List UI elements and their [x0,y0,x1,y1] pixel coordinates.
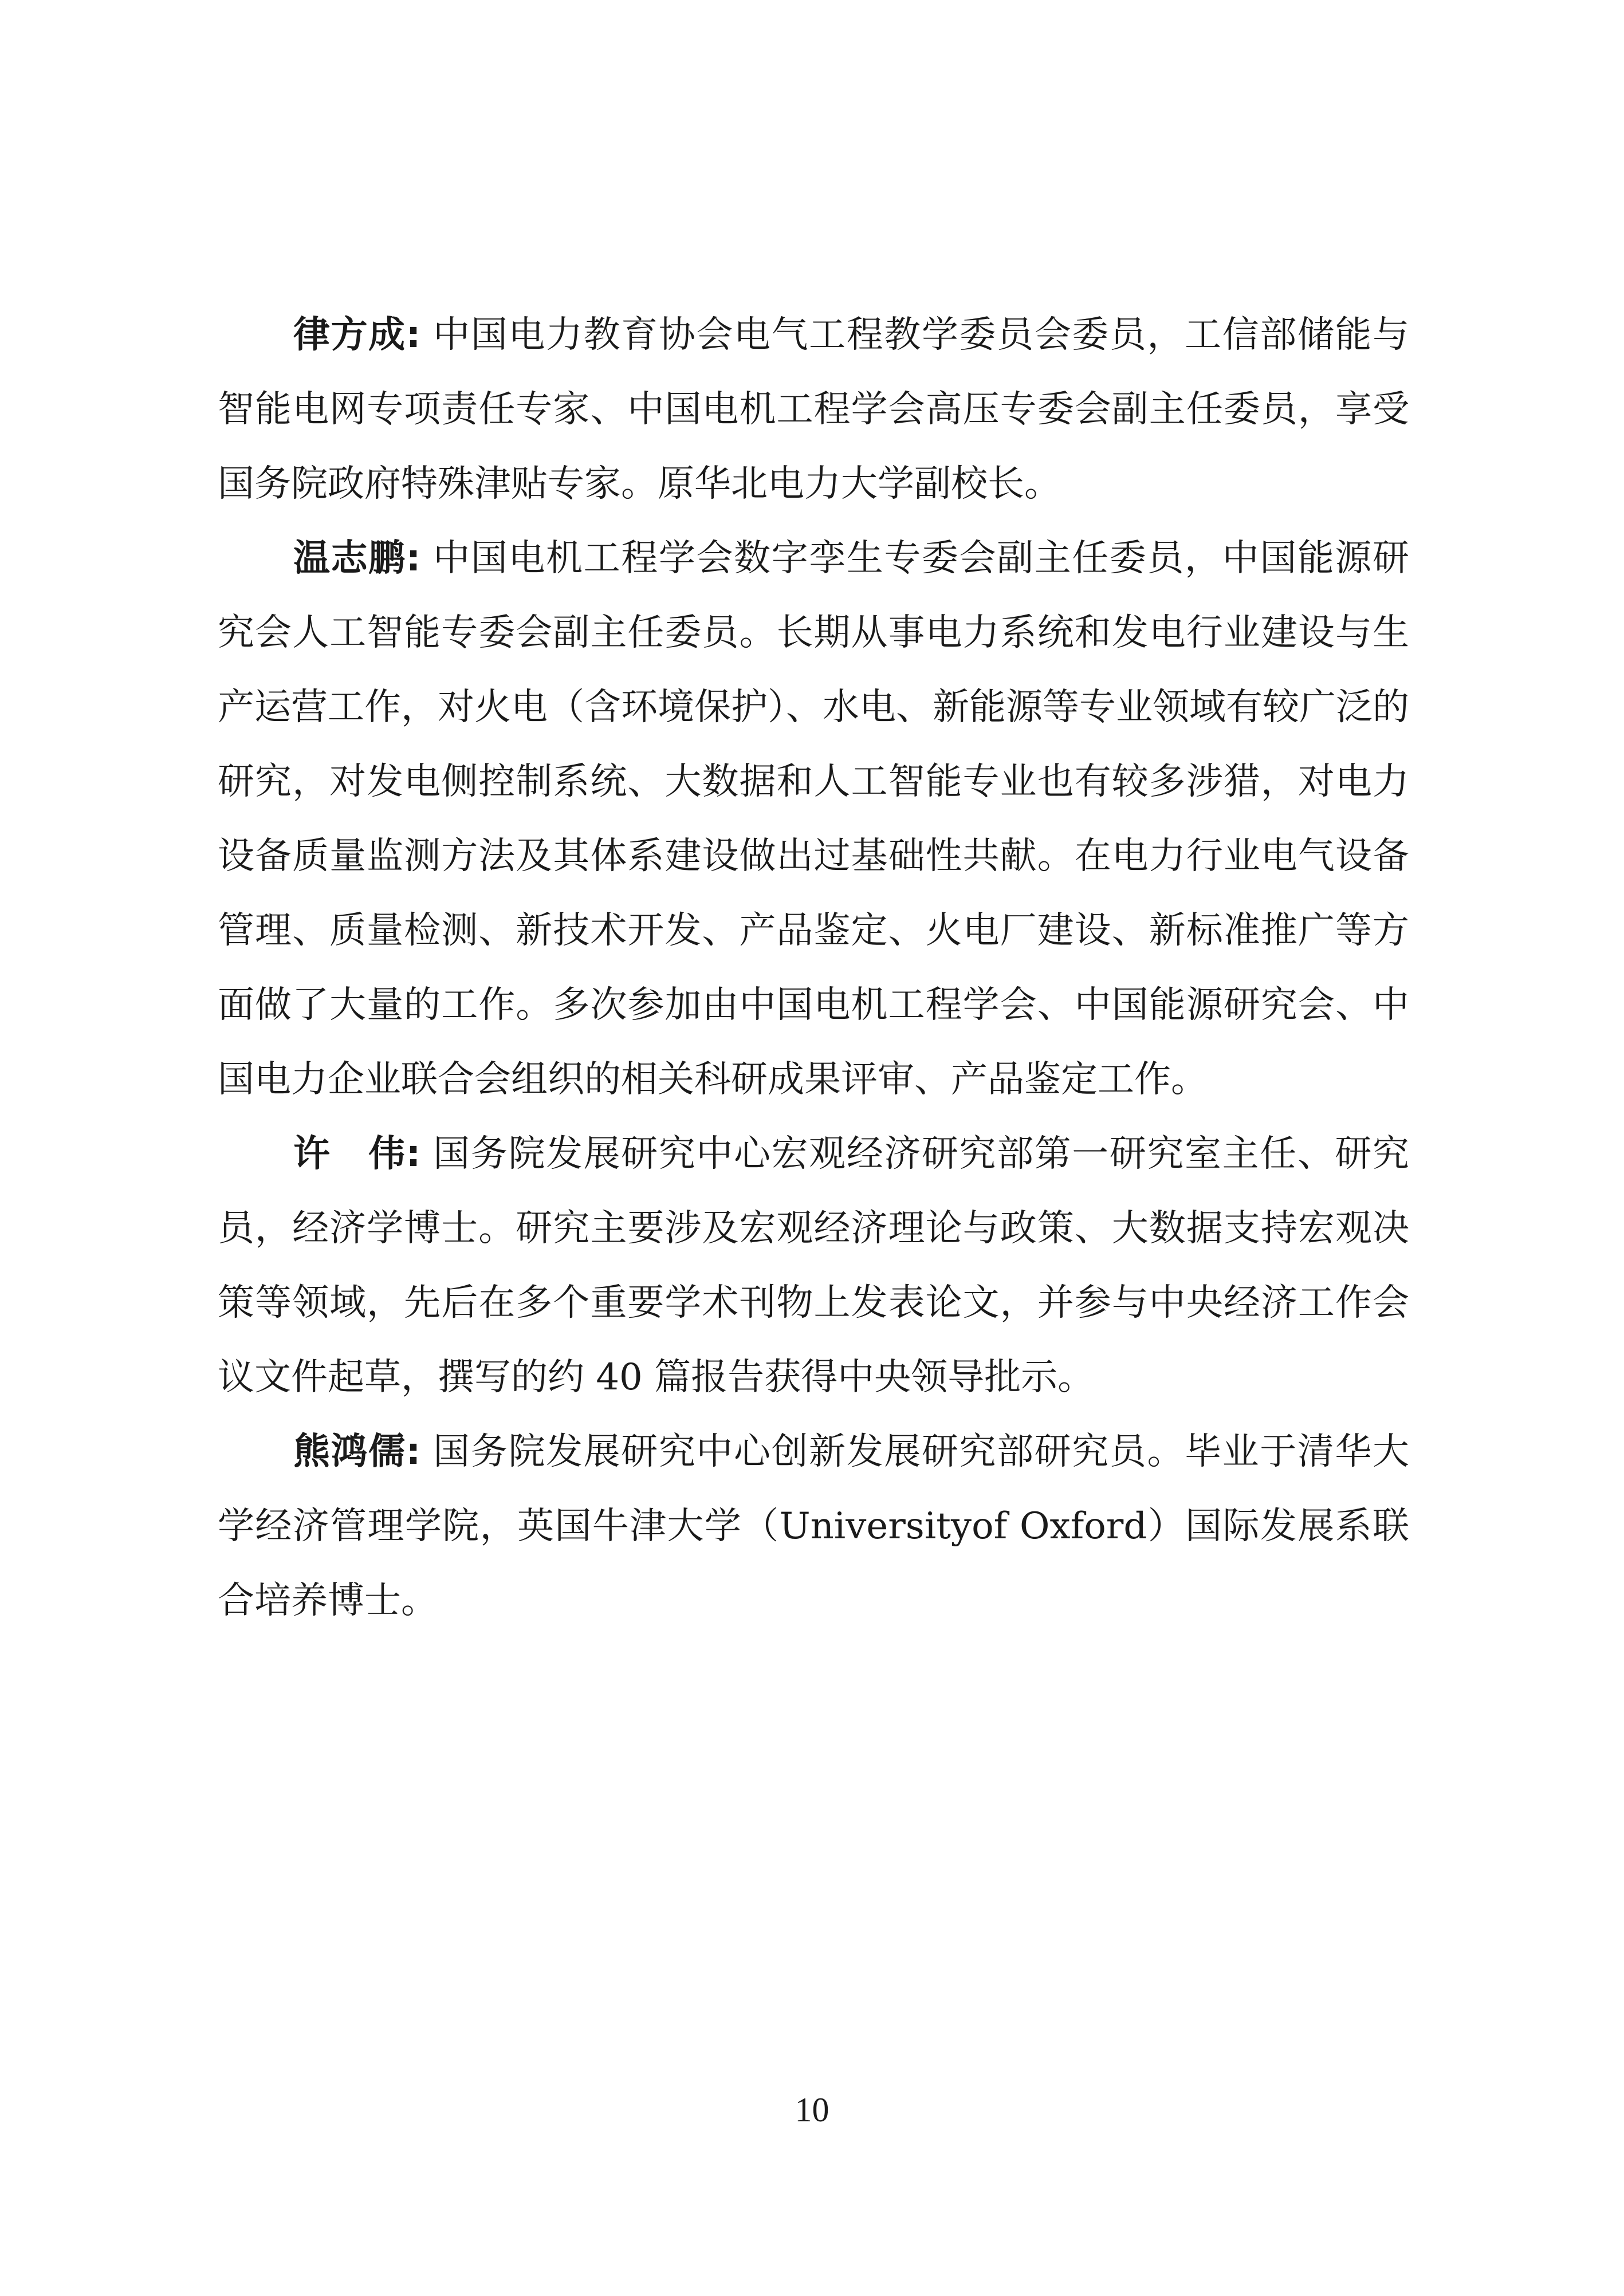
bio-name: 律方成: [293,314,421,356]
bio-paragraph-lv-fangcheng [218,298,1409,521]
bio-paragraph-xiong-hongru [218,1415,1409,1638]
bio-text: 国务院发展研究中心创新发展研究部研究员。毕业于清华大学经济管理学院，英国牛津大学（Universityof Oxford）国际发展系联合培养博士。 [218,1431,1410,1622]
bio-text: 中国电力教育协会电气工程教学委员会委员，工信部储能与智能电网专项责任专家、中国电机工程学会高压专委会副主任委员，享受国务院政府特殊津贴专家。原华北电力大学副校长。 [218,314,1410,505]
bio-name: 许 伟: [293,1133,421,1175]
bio-paragraph-wen-zhipeng [218,521,1409,1117]
bio-text: 国务院发展研究中心宏观经济研究部第一研究室主任、研究员，经济学博士。研究主要涉及宏观经济理论与政策、大数据支持宏观决策等领域，先后在多个重要学术刊物上发表论文，并参与中央经济工作会议文件起草，撰写的约 40 篇报告获得中央领导批示。 [218,1133,1410,1399]
bio-paragraph-xu-wei [218,1117,1409,1415]
bio-text: 中国电机工程学会数字孪生专委会副主任委员，中国能源研究会人工智能专委会副主任委员。长期从事电力系统和发电行业建设与生产运营工作，对火电（含环境保护）、水电、新能源等专业领域有较广泛的研究，对发电侧控制系统、大数据和人工智能专业也有较多涉猎，对电力设备质量监测方法及其体系建设做出过基础性共献。在电力行业电气设备管理、质量检测、新技术开发、产品鉴定、火电厂建设、新标准推广等方面做了大量的工作。多次参加由中国电机工程学会、中国能源研究会、中国电力企业联合会组织的相关科研成果评审、产品鉴定工作。 [218,537,1410,1101]
bio-name: 温志鹏: [293,537,421,580]
page-body [218,298,1409,1638]
bio-name: 熊鸿儒: [293,1431,421,1473]
page-number: 10 [795,2091,829,2129]
